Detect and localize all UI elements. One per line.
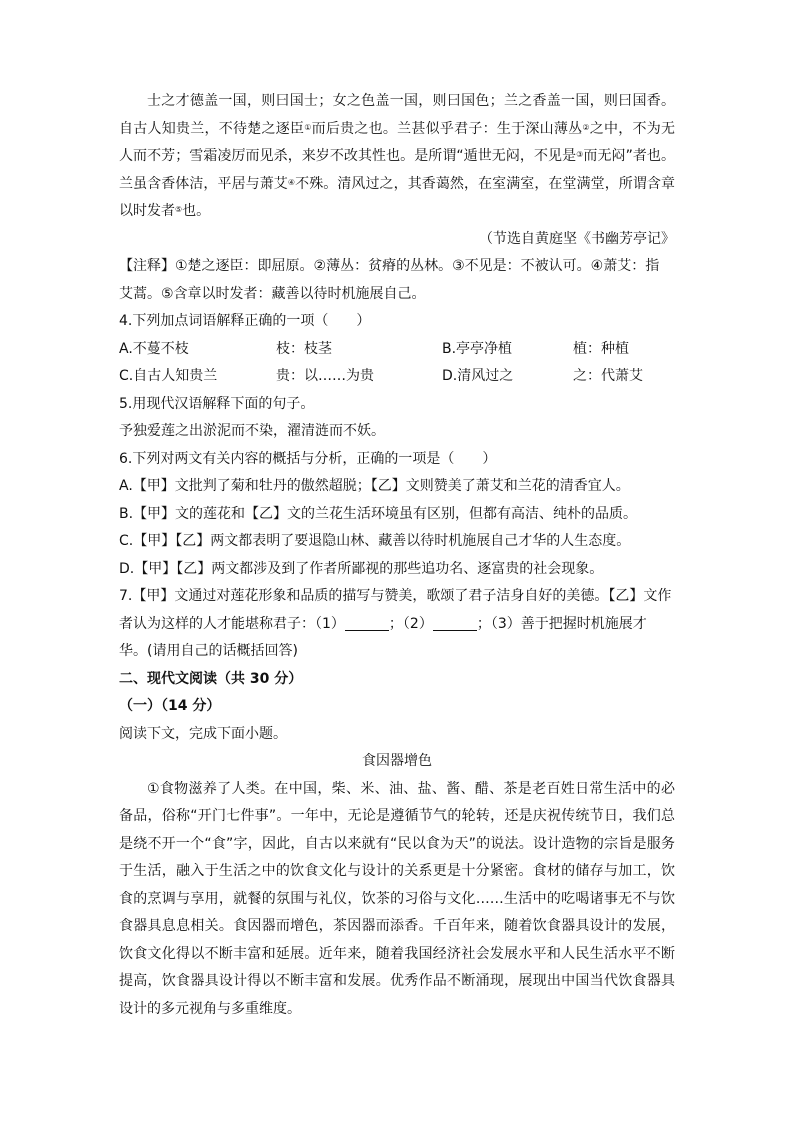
question-7-line-1: 7.【甲】文通过对莲花形象和品质的描写与赞美，歌颂了君子洁身自好的美德。【乙】文作	[119, 588, 672, 604]
option-b-gloss: 植：种植	[573, 340, 629, 357]
question-6-option-c: C.【甲】【乙】两文都表明了要退隐山林、藏善以待时机施展自己才华的人生态度。	[119, 533, 631, 549]
question-7-line-3: 华。(请用自己的话概括回答)	[119, 643, 298, 659]
passage-yi-body: 士之才德盖一国，则曰国士；女之色盖一国，则曰国色；兰之香盖一国，则曰国香。自古人知贵兰，不待楚之逐臣①而后贵之也。兰甚似乎君子：生于深山薄丛②之中，不为无人而不芳；雪霜凌厉而见杀，来岁不改其性也。是所谓“遁世无闷，不见是③而无闷”者也。兰虽含香体洁，平居与萧艾④不殊。清风过之，其香蔼然，在室满室，在堂满堂，所谓含章以时发者⑤也。	[119, 93, 676, 219]
document-page	[119, 88, 675, 1023]
question-4-options-row-2	[119, 363, 675, 391]
question-4-stem: 4.下列加点词语解释正确的一项（ ）	[119, 313, 371, 329]
passage-source: （节选自黄庭坚《书幽芳亭记》	[479, 230, 675, 247]
option-a-gloss: 枝：枝茎	[276, 340, 332, 357]
question-6-option-a: A.【甲】文批判了菊和牡丹的傲然超脱；【乙】文则赞美了萧艾和兰花的清香宜人。	[119, 478, 630, 494]
answer-blank-1[interactable]	[345, 616, 389, 631]
question-5-sentence: 予独爱莲之出淤泥而不染，濯清涟而不妖。	[119, 423, 385, 439]
question-6-option-d: D.【甲】【乙】两文都涉及到了作者所鄙视的那些追功名、逐富贵的社会现象。	[119, 560, 604, 577]
question-7-line-2: 者认为这样的人才能堪称君子：（1） ；（2） ；（3）善于把握时机施展才	[119, 615, 647, 632]
option-b: B.亭亭净植	[442, 340, 513, 357]
article-paragraph-1: ①食物滋养了人类。在中国，柴、米、油、盐、酱、醋、茶是老百姓日常生活中的必备品，俗称“开门七件事”。一年中，无论是遵循节气的轮转，还是庆祝传统节日，我们总是绕不开一个“食”字，因此，自古以来就有“民以食为天”的说法。设计造物的宗旨是服务于生活，融入于生活之中的饮食文化与设计的关系更是十分紧密。食材的储存与加工，饮食的烹调与享用，就餐的氛围与礼仪，饮茶的习俗与文化……生活中的吃喝诸事无不与饮食器具息息相关。食因器而增色，茶因器而添香。千百年来，随着饮食器具设计的发展，饮食文化得以不断丰富和延展。近年来，随着我国经济社会发展水平和人民生活水平不断提高，饮食器具设计得以不断丰富和发展。优秀作品不断涌现，展现出中国当代饮食器具设计的多元视角与多重维度。	[119, 780, 675, 1017]
subsection-heading: （一）（14 分）	[119, 698, 221, 714]
notes-line-2: 艾蒿。⑤含章以时发者：藏善以待时机施展自己。	[119, 285, 426, 302]
question-6-option-b: B.【甲】文的莲花和【乙】文的兰花生活环境虽有区别，但都有高洁、纯朴的品质。	[119, 505, 638, 522]
option-c-gloss: 贵：以……为贵	[276, 368, 374, 384]
option-d: D.清风过之	[442, 368, 514, 384]
article-title: 食因器增色	[362, 753, 432, 769]
option-a: A.不蔓不枝	[119, 340, 189, 357]
section-heading: 二、现代文阅读（共 30 分）	[119, 670, 303, 687]
question-6-stem: 6.下列对两文有关内容的概括与分析，正确的一项是（ ）	[119, 450, 497, 467]
option-d-gloss: 之：代萧艾	[573, 368, 643, 384]
question-5-stem: 5.用现代汉语解释下面的句子。	[119, 395, 315, 412]
notes-line-1: 【注释】①楚之逐臣：即屈原。②薄丛：贫瘠的丛林。③不见是：不被认可。④萧艾：指	[119, 258, 660, 274]
option-c: C.自古人知贵兰	[119, 368, 218, 384]
answer-blank-2[interactable]	[433, 616, 477, 631]
question-4-options-row-1	[119, 336, 675, 364]
reading-instruction: 阅读下文，完成下面小题。	[119, 725, 287, 742]
